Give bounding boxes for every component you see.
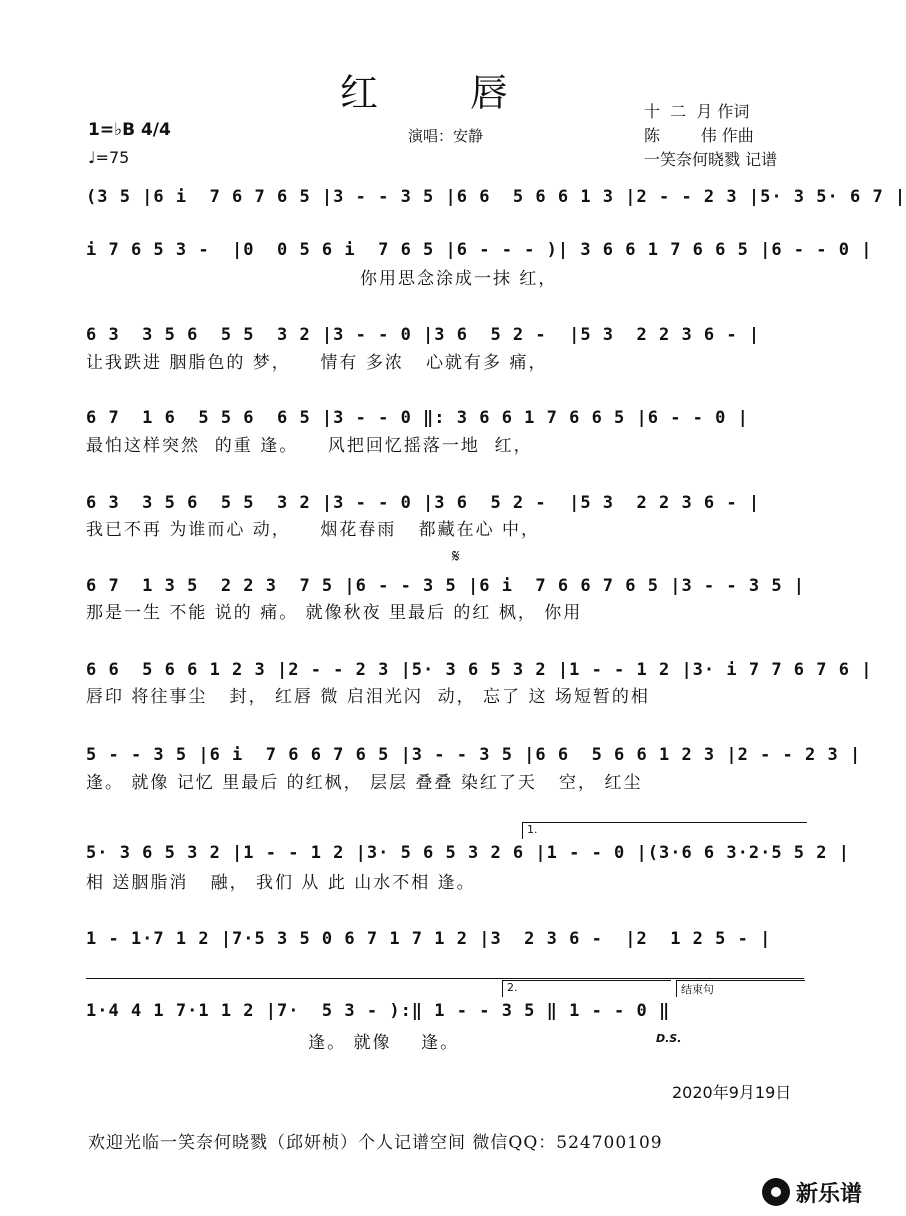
- lyrics-line-6: 那是一生 不能 说的 痛。 就像秋夜 里最后 的红 枫， 你用: [86, 603, 583, 623]
- score-line-2: i 7 6 5 3 - |0 0 5 6 i 7 6 5 |6 - - - )| 3 6 6 1 7 6 6 5 |6 - - 0 |: [86, 240, 873, 260]
- score-line-3: 6 3 3 5 6 5 5 3 2 |3 - - 0 |3 6 5 2 - |5 3 2 2 3 6 - |: [86, 325, 761, 345]
- lyrics-line-7: 唇印 将往事尘 封， 红唇 微 启泪光闪 动， 忘了 这 场短暂的相: [86, 687, 650, 707]
- score-line-1: (3 5 |6 i 7 6 7 6 5 |3 - - 3 5 |6 6 5 6 6 1 3 |2 - - 2 3 |5· 3 5· 6 7 |: [86, 187, 906, 207]
- date-text: 2020年9月19日: [672, 1083, 792, 1102]
- lyrics-line-9: 相 送胭脂消 融， 我们 从 此 山水不相 逢。: [86, 873, 476, 893]
- lyrics-line-5: 我已不再 为谁而心 动， 烟花春雨 都藏在心 中，: [86, 520, 541, 540]
- credits: 十 二 月 作词 陈 伟 作曲 一笑奈何晓戮 记谱: [644, 102, 778, 169]
- brand-logo: [762, 1176, 862, 1208]
- lyrics-line-2: 你用思念涂成一抹 红，: [86, 269, 558, 289]
- score-line-5: 6 3 3 5 6 5 5 3 2 |3 - - 0 |3 6 5 2 - |5 3 2 2 3 6 - |: [86, 493, 761, 513]
- volta-1-bracket: [522, 822, 807, 839]
- logo-text: 新乐谱: [796, 1181, 863, 1207]
- segno-sign: 𝄋: [452, 546, 460, 567]
- singer-label: 演唱：安静: [408, 127, 484, 145]
- volta-2-bracket: [502, 980, 671, 997]
- lyrics-line-8: 逢。 就像 记忆 里最后 的红枫， 层层 叠叠 染红了天 空， 红尘: [86, 773, 643, 793]
- volta-2-label: 2.: [507, 981, 518, 994]
- score-line-11: 1·4 4 1 7·1 1 2 |7· 5 3 - ):‖ 1 - - 3 5 ‖ 1 - - 0 ‖: [86, 1001, 671, 1021]
- tempo-marking: ♩=75: [88, 148, 130, 167]
- score-line-10: 1 - 1·7 1 2 |7·5 3 5 0 6 7 1 7 1 2 |3 2 3 6 - |2 1 2 5 - |: [86, 929, 772, 949]
- lyrics-line-11: 逢。 就像 逢。: [86, 1033, 460, 1053]
- score-line-6: 6 7 1 3 5 2 2 3 7 5 |6 - - 3 5 |6 i 7 6 6 7 6 5 |3 - - 3 5 |: [86, 576, 806, 596]
- key-signature: 1=♭B 4/4: [88, 120, 171, 140]
- score-line-9: 5· 3 6 5 3 2 |1 - - 1 2 |3· 5 6 5 3 2 6 |1 - - 0 |(3·6 6 3·2·5 5 2 |: [86, 843, 850, 863]
- ds-marking: D.S.: [656, 1032, 682, 1045]
- footer-text: 欢迎光临一笑奈何晓戮（邱妍桢）个人记谱空间 微信QQ：524700109: [88, 1133, 663, 1153]
- score-line-7: 6 6 5 6 6 1 2 3 |2 - - 2 3 |5· 3 6 5 3 2 |1 - - 1 2 |3· i 7 7 6 7 6 |: [86, 660, 873, 680]
- score-line-8: 5 - - 3 5 |6 i 7 6 6 7 6 5 |3 - - 3 5 |6 6 5 6 6 1 2 3 |2 - - 2 3 |: [86, 745, 862, 765]
- lyrics-line-3: 让我跌进 胭脂色的 梦， 情有 多浓 心就有多 痛，: [86, 353, 548, 373]
- lyrics-line-4: 最怕这样突然 的重 逢。 风把回忆摇落一地 红，: [86, 436, 533, 456]
- record-disc-icon: [762, 1178, 790, 1206]
- ending-bracket: [676, 980, 805, 997]
- score-line-4: 6 7 1 6 5 5 6 6 5 |3 - - 0 ‖: 3 6 6 1 7 6 6 5 |6 - - 0 |: [86, 408, 749, 428]
- page-title: 红 唇: [339, 71, 549, 115]
- staff-divider: [86, 978, 804, 979]
- ending-label: 结束句: [681, 983, 714, 996]
- volta-1-label: 1.: [527, 823, 538, 836]
